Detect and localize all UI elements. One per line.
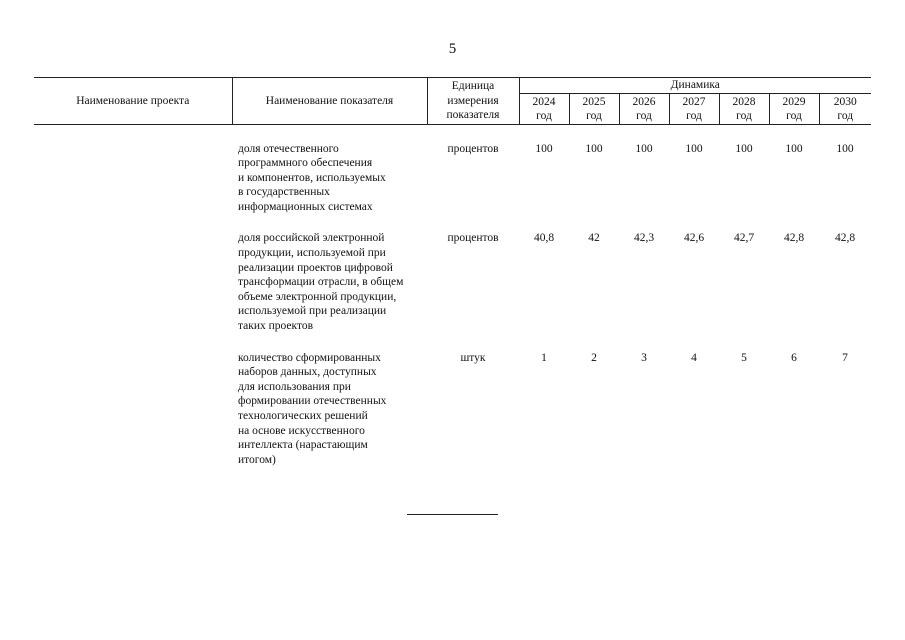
footer-rule [407,514,498,515]
dynamics-header: Динамика [519,78,871,94]
indicator-line: реализации проектов цифровой [238,261,393,274]
year-number: 2029 [782,95,806,108]
page-number: 5 [448,41,457,57]
value-cell: 40,8 [533,232,555,245]
year-number: 2028 [732,95,756,108]
year-header [669,93,719,124]
indicator-line: трансформации отрасли, в общем [238,276,404,289]
table-row [34,351,871,468]
project-name-cell [34,351,232,468]
value-cell: 100 [836,142,854,155]
indicator-line: на основе искусственного [238,424,365,437]
indicator-line: и компонентов, используемых [238,171,386,184]
indicator-line: объеме электронной продукции, [238,290,397,303]
indicator-line: таких проектов [238,320,314,333]
unit-header-line: Единица [451,80,495,92]
year-word: год [536,110,552,122]
indicator-name-cell [232,142,427,215]
value-cell: 42,8 [783,232,805,245]
year-number: 2030 [833,95,857,108]
table-row [34,142,871,215]
indicator-line: программного обеспечения [238,157,373,170]
value-cell: 100 [785,142,803,155]
value-cell: 4 [691,351,697,364]
year-header [769,93,819,124]
indicator-name-cell [232,351,427,468]
unit-header-line: показателя [446,109,500,121]
indicator-line: наборов данных, доступных [238,366,377,379]
year-word: год [786,110,802,122]
indicator-line: формировании отечественных [238,395,387,408]
unit-header [427,78,519,125]
year-header [569,93,619,124]
indicator-line: информационных системах [238,200,373,213]
value-cell: 3 [641,351,647,364]
indicator-name-cell [232,231,427,333]
value-cell: 42,6 [683,232,705,245]
indicator-line: в государственных [238,186,330,199]
unit-cell: процентов [447,232,499,245]
year-header [719,93,769,124]
project-name-header: Наименование проекта [34,78,232,125]
indicator-line: итогом) [238,453,276,466]
year-number: 2025 [582,95,606,108]
value-cell: 7 [842,351,848,364]
value-cell: 100 [535,142,553,155]
value-cell: 42,7 [733,232,755,245]
value-cell: 100 [585,142,603,155]
value-cell: 100 [685,142,703,155]
year-header [819,93,871,124]
value-cell: 1 [541,351,547,364]
project-name-cell [34,142,232,215]
unit-cell: штук [460,351,486,364]
year-word: год [837,110,854,122]
indicator-line: технологических решений [238,410,368,422]
indicator-name-header: Наименование показателя [232,78,427,125]
year-word: год [586,110,602,122]
table-header [34,78,871,125]
value-cell: 2 [591,351,597,364]
value-cell: 100 [635,142,653,155]
indicator-line: доля отечественного [238,142,339,155]
value-cell: 100 [735,142,753,155]
indicator-line: интеллекта (нарастающим [238,439,368,452]
indicators-table [34,77,871,467]
year-number: 2026 [632,95,656,108]
value-cell: 42,3 [633,232,655,245]
indicator-line: количество сформированных [238,351,381,364]
unit-cell: процентов [447,142,499,155]
year-header [519,93,569,124]
year-number: 2027 [682,95,706,108]
indicator-line: для использования при [238,380,351,393]
value-cell: 6 [791,351,797,364]
year-header [619,93,669,124]
indicator-line: используемой при реализации [238,305,387,318]
value-cell: 42 [588,232,600,245]
project-name-cell [34,231,232,333]
unit-header-line: измерения [447,94,499,107]
table-body [34,124,871,467]
year-word: год [686,110,702,122]
value-cell: 5 [741,351,747,364]
year-word: год [636,110,652,122]
year-number: 2024 [532,95,556,108]
value-cell: 42,8 [834,232,856,245]
indicator-line: доля российской электронной [238,232,385,245]
year-word: год [736,110,752,122]
indicator-line: продукции, используемой при [238,247,386,260]
table-row [34,231,871,333]
